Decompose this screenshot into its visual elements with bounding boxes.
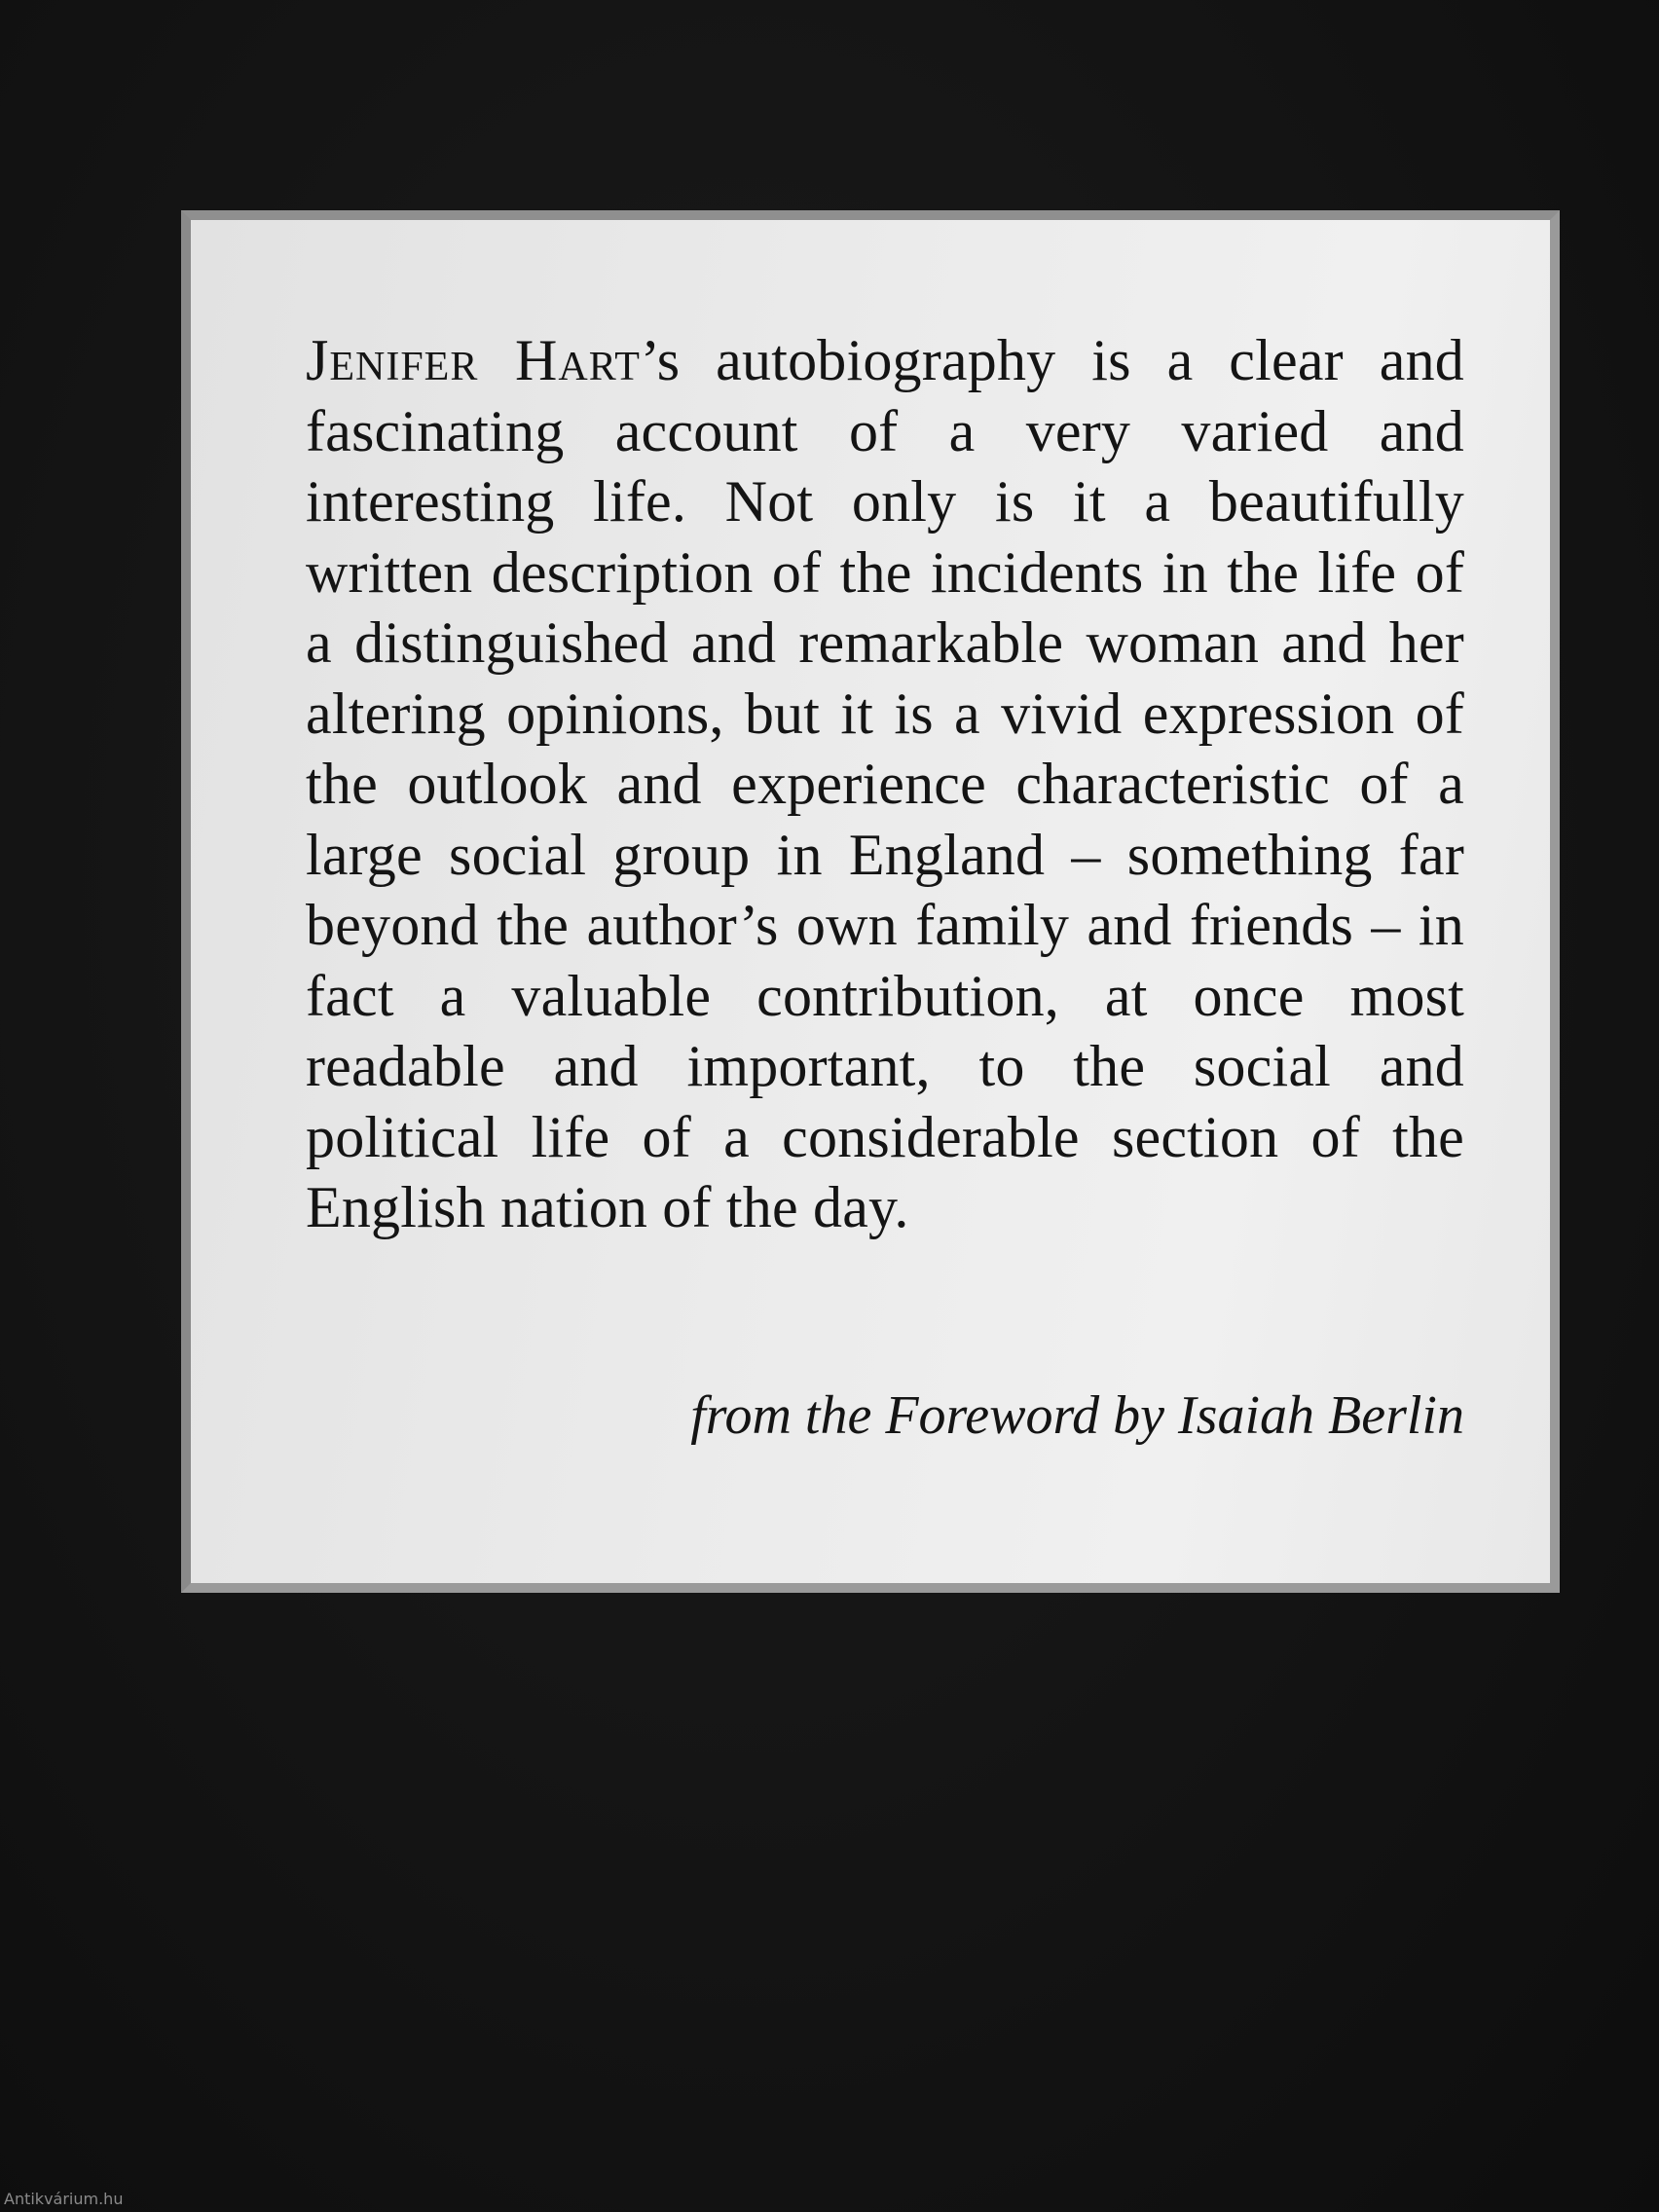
blurb-body: ’s autobiography is a clear and fascinating account of a very varied and interesting life. Not only is it a beautifully written description of the incidents in the life of a distinguished and remarkable woman and her altering opinions, but it is a vivid expression of the outlook and experience characteristic of a large social group in England – something far beyond the author’s own family and friends – in fact a valuable contribution, at once most readable and important, to the social and political life of a considerable section of the English nation of the day.	[306, 328, 1464, 1239]
blurb-text	[306, 325, 1464, 1243]
blurb-panel	[181, 210, 1560, 1593]
foreword-attribution: from the Foreword by Isaiah Berlin	[690, 1385, 1464, 1446]
watermark: Antikvárium.hu	[4, 2190, 124, 2208]
author-name: Jenifer Hart	[306, 328, 641, 392]
